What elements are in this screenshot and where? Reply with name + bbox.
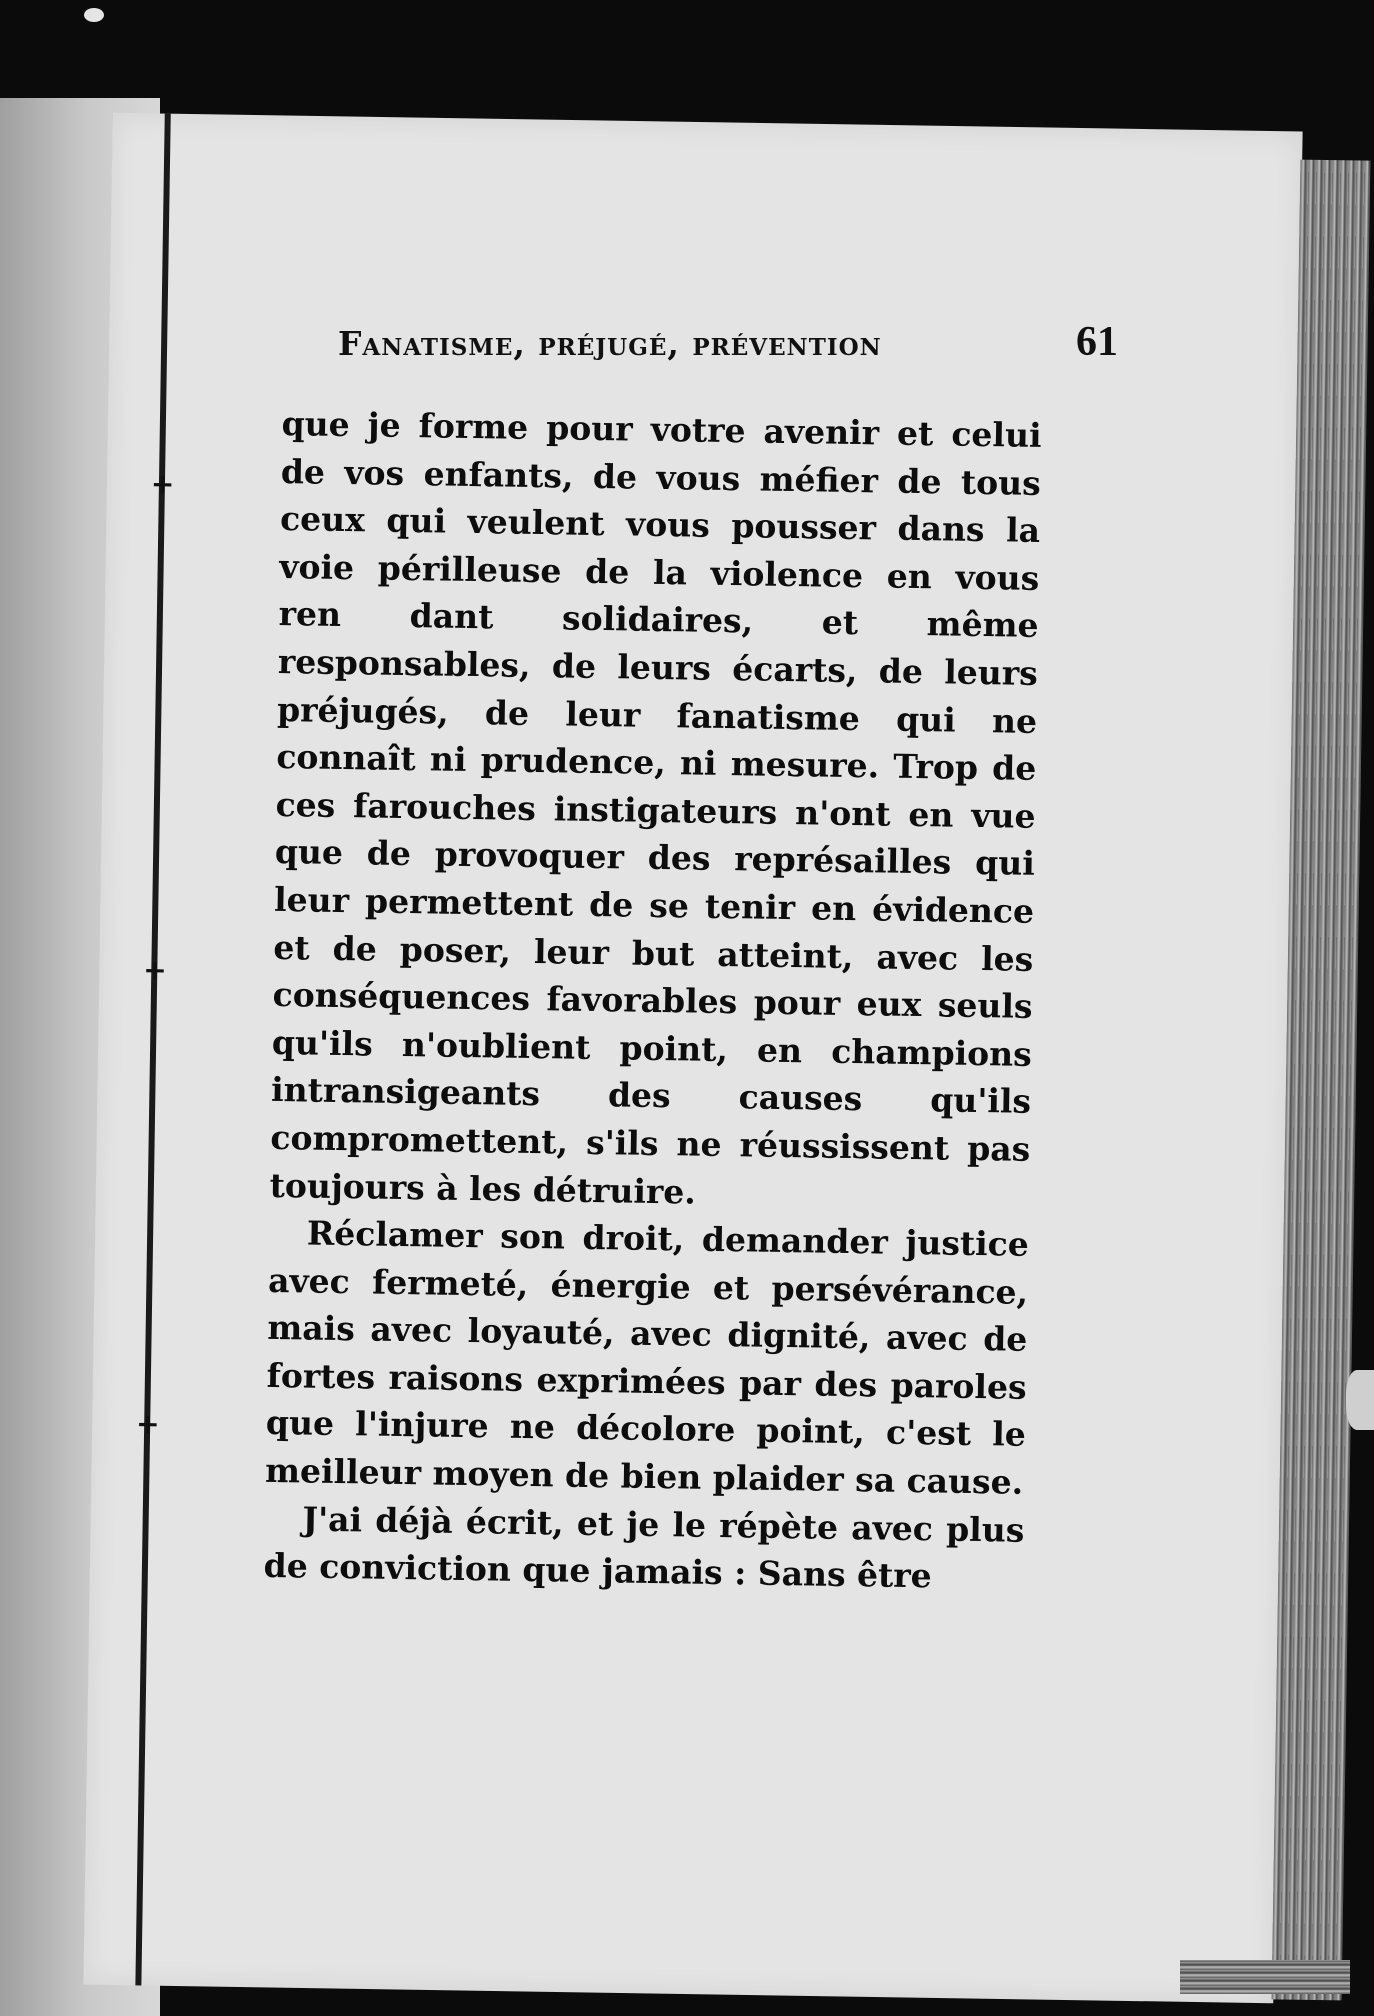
page-stack-bottom: [1180, 1960, 1350, 1994]
scan-artifact: [1346, 1370, 1374, 1430]
running-title: Fanatisme, préjugé, prévention: [338, 324, 882, 363]
paragraph: Réclamer son droit, demander justice avec fermeté, énergie et persévérance, mais avec loyauté, avec dignité, avec de fortes raisons exprimées par des paroles que l'injure ne décolore point, c'est le meilleur moyen de bien plaider sa cause.: [264, 1213, 1030, 1502]
paragraph: J'ai déjà écrit, et je le répète avec plus de conviction que jamais : Sans être: [263, 1499, 1025, 1596]
page-header: [338, 318, 1118, 378]
page-number: 61: [1076, 319, 1118, 365]
binding-line: [135, 114, 170, 1986]
stitch-mark: +: [143, 953, 168, 987]
paragraph: que je forme pour votre avenir et celui de vos enfants, de vous méfier de tous ceux qui veulent vous pousser dans la voie périlleuse de la violence en vous ren dant solidaires, et même responsables, de leurs écarts, de leurs préjugés, de leur fanatisme qui ne connaît ni prudence, ni mesure. Trop de ces farouches instigateurs n'ont en vue que de provoquer des représailles qui leur permettent de se tenir en évidence et de poser, leur but atteint, avec les conséquences favorables pour eux seuls qu'ils n'oublient point, en champions intransigeants des causes qu'ils compromettent, s'ils ne réussissent pas toujours à les détruire.: [269, 403, 1042, 1212]
scan-blemish: [84, 8, 104, 22]
stitch-mark: +: [135, 1407, 160, 1441]
stitch-mark: +: [150, 467, 175, 501]
body-text: [263, 400, 1042, 1602]
